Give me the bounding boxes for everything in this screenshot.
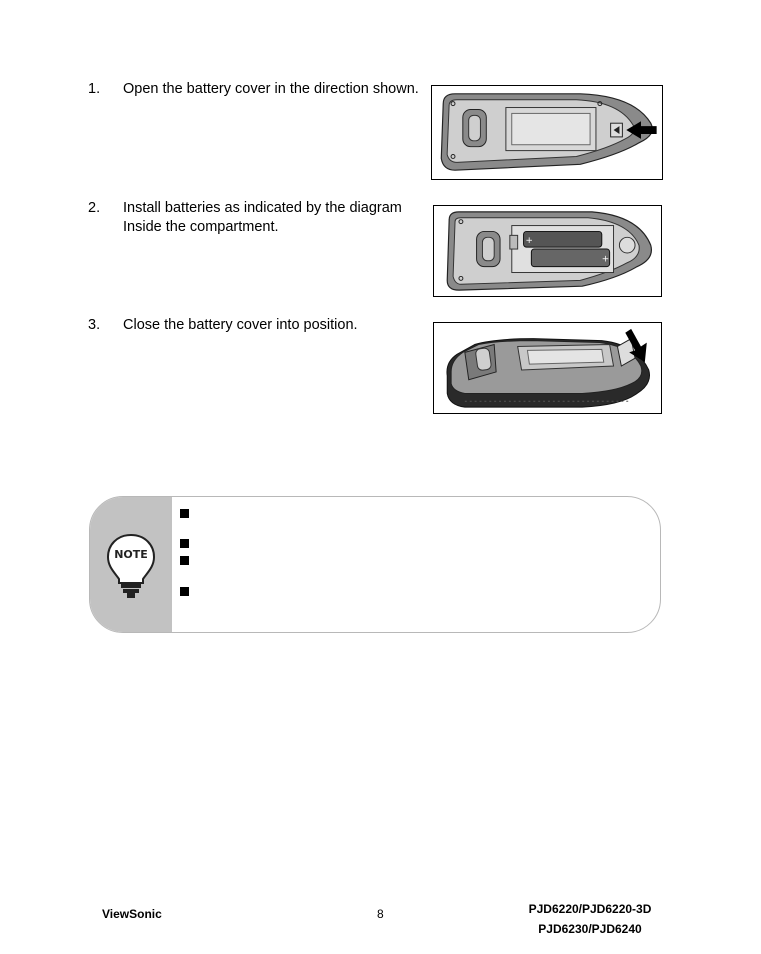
- remote-open-cover-illustration: [431, 85, 663, 180]
- model-line-2: PJD6230/PJD6240: [538, 922, 642, 936]
- svg-text:+: +: [525, 236, 533, 247]
- note-bullet: [180, 539, 189, 548]
- lightbulb-note-icon: [106, 533, 156, 601]
- step-text: Open the battery cover in the direction shown.: [123, 81, 419, 97]
- page-number: 8: [377, 907, 384, 921]
- remote-close-cover-drawing: [434, 323, 661, 413]
- footer-brand: ViewSonic: [102, 907, 162, 921]
- note-icon-label: NOTE: [114, 548, 148, 561]
- note-bullet: [180, 556, 189, 565]
- remote-open-cover-drawing: [432, 86, 662, 179]
- note-bullet: [180, 509, 189, 518]
- svg-text:+: +: [601, 254, 610, 265]
- step-number: 1.: [88, 81, 101, 97]
- step-text: Close the battery cover into position.: [123, 317, 358, 333]
- footer-model-names: [520, 899, 660, 939]
- note-bullet: [180, 587, 189, 596]
- remote-install-batteries-illustration: [433, 205, 662, 297]
- remote-close-cover-illustration: [433, 322, 662, 414]
- note-icon-panel: [90, 497, 172, 632]
- note-box: [89, 496, 661, 633]
- step-number: 3.: [88, 317, 101, 333]
- step-number: 2.: [88, 200, 101, 216]
- remote-batteries-drawing: [434, 206, 661, 296]
- step-text: Install batteries as indicated by the diagram Inside the compartment.: [123, 200, 402, 235]
- model-line-1: PJD6220/PJD6220-3D: [528, 902, 652, 916]
